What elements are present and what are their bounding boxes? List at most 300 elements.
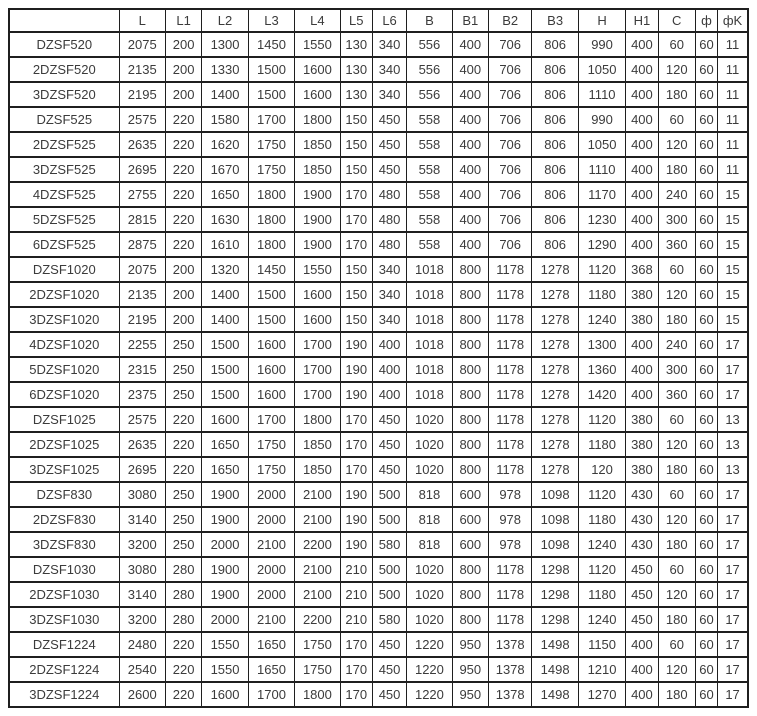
table-cell: 400 — [626, 207, 658, 232]
table-cell: 13 — [718, 432, 748, 457]
table-cell: 1498 — [532, 682, 578, 707]
table-cell: 17 — [718, 332, 748, 357]
table-cell: 200 — [165, 307, 201, 332]
table-cell: 360 — [658, 382, 695, 407]
table-cell: 806 — [532, 232, 578, 257]
table-row — [9, 382, 748, 407]
table-cell: 180 — [658, 457, 695, 482]
table-cell: 170 — [340, 432, 372, 457]
table-cell: 1278 — [532, 307, 578, 332]
table-cell: 1800 — [295, 407, 340, 432]
table-row — [9, 307, 748, 332]
table-cell: 380 — [626, 457, 658, 482]
table-cell: 400 — [626, 132, 658, 157]
table-cell: 17 — [718, 682, 748, 707]
table-cell: 1750 — [248, 157, 294, 182]
table-cell: 60 — [658, 557, 695, 582]
table-cell: 706 — [488, 82, 531, 107]
table-cell: 280 — [165, 557, 201, 582]
table-cell: 60 — [658, 632, 695, 657]
row-model: 3DZSF520 — [9, 82, 119, 107]
table-cell: 2000 — [248, 482, 294, 507]
table-cell: 170 — [340, 207, 372, 232]
table-row — [9, 457, 748, 482]
table-cell: 1800 — [295, 682, 340, 707]
table-cell: 600 — [452, 507, 488, 532]
table-cell: 800 — [452, 382, 488, 407]
table-cell: 706 — [488, 57, 531, 82]
table-cell: 3140 — [119, 507, 165, 532]
table-cell: 1650 — [202, 432, 248, 457]
table-cell: 1650 — [202, 457, 248, 482]
table-cell: 340 — [372, 57, 406, 82]
table-row — [9, 582, 748, 607]
row-model: DZSF830 — [9, 482, 119, 507]
table-cell: 2695 — [119, 157, 165, 182]
row-model: DZSF1025 — [9, 407, 119, 432]
table-cell: 450 — [372, 682, 406, 707]
table-cell: 1900 — [295, 232, 340, 257]
table-cell: 210 — [340, 557, 372, 582]
table-cell: 2600 — [119, 682, 165, 707]
table-cell: 120 — [658, 657, 695, 682]
table-cell: 400 — [626, 57, 658, 82]
table-cell: 3140 — [119, 582, 165, 607]
table-cell: 558 — [407, 207, 452, 232]
table-cell: 600 — [452, 482, 488, 507]
table-row — [9, 82, 748, 107]
table-cell: 1550 — [295, 32, 340, 57]
table-cell: 1098 — [532, 532, 578, 557]
table-cell: 220 — [165, 132, 201, 157]
table-cell: 1240 — [578, 307, 625, 332]
column-header: B1 — [452, 9, 488, 32]
table-cell: 400 — [372, 357, 406, 382]
table-cell: 1700 — [248, 407, 294, 432]
table-cell: 60 — [695, 357, 717, 382]
table-cell: 400 — [452, 82, 488, 107]
table-cell: 60 — [695, 657, 717, 682]
table-cell: 11 — [718, 157, 748, 182]
table-cell: 2815 — [119, 207, 165, 232]
table-cell: 1290 — [578, 232, 625, 257]
table-cell: 1298 — [532, 582, 578, 607]
table-cell: 368 — [626, 257, 658, 282]
table-cell: 450 — [372, 132, 406, 157]
table-row — [9, 107, 748, 132]
table-cell: 1500 — [248, 82, 294, 107]
table-cell: 60 — [695, 407, 717, 432]
table-cell: 400 — [452, 232, 488, 257]
table-cell: 800 — [452, 432, 488, 457]
table-cell: 1110 — [578, 82, 625, 107]
row-model: 2DZSF1025 — [9, 432, 119, 457]
table-cell: 450 — [372, 632, 406, 657]
table-cell: 1600 — [295, 282, 340, 307]
table-cell: 120 — [658, 57, 695, 82]
table-cell: 1500 — [202, 332, 248, 357]
table-cell: 1600 — [295, 307, 340, 332]
table-cell: 1850 — [295, 457, 340, 482]
table-cell: 400 — [626, 107, 658, 132]
table-cell: 240 — [658, 182, 695, 207]
table-cell: 2000 — [248, 557, 294, 582]
table-cell: 1170 — [578, 182, 625, 207]
table-cell: 1800 — [248, 232, 294, 257]
table-cell: 1650 — [202, 182, 248, 207]
table-cell: 1550 — [202, 657, 248, 682]
table-cell: 11 — [718, 32, 748, 57]
row-model: 3DZSF1224 — [9, 682, 119, 707]
table-cell: 500 — [372, 582, 406, 607]
table-cell: 1050 — [578, 132, 625, 157]
table-cell: 60 — [695, 682, 717, 707]
table-cell: 1278 — [532, 357, 578, 382]
table-cell: 300 — [658, 357, 695, 382]
table-cell: 558 — [407, 157, 452, 182]
table-cell: 1278 — [532, 257, 578, 282]
table-row — [9, 207, 748, 232]
table-cell: 1850 — [295, 157, 340, 182]
row-model: DZSF525 — [9, 107, 119, 132]
table-cell: 60 — [695, 307, 717, 332]
column-header: L6 — [372, 9, 406, 32]
table-cell: 800 — [452, 282, 488, 307]
table-cell: 1900 — [202, 582, 248, 607]
table-cell: 60 — [658, 407, 695, 432]
table-cell: 1500 — [248, 282, 294, 307]
table-row — [9, 132, 748, 157]
table-cell: 990 — [578, 107, 625, 132]
table-cell: 400 — [452, 207, 488, 232]
table-row — [9, 632, 748, 657]
table-cell: 1580 — [202, 107, 248, 132]
row-model: DZSF1030 — [9, 557, 119, 582]
table-cell: 2575 — [119, 107, 165, 132]
table-cell: 1300 — [578, 332, 625, 357]
table-cell: 60 — [695, 182, 717, 207]
table-cell: 1278 — [532, 382, 578, 407]
row-model: 3DZSF1020 — [9, 307, 119, 332]
table-cell: 11 — [718, 132, 748, 157]
table-cell: 380 — [626, 282, 658, 307]
table-cell: 706 — [488, 32, 531, 57]
table-cell: 60 — [695, 32, 717, 57]
table-row — [9, 432, 748, 457]
table-cell: 340 — [372, 82, 406, 107]
row-model: DZSF1020 — [9, 257, 119, 282]
table-cell: 978 — [488, 507, 531, 532]
table-cell: 1450 — [248, 257, 294, 282]
table-cell: 250 — [165, 507, 201, 532]
table-cell: 480 — [372, 182, 406, 207]
table-cell: 950 — [452, 682, 488, 707]
table-cell: 480 — [372, 232, 406, 257]
table-cell: 2755 — [119, 182, 165, 207]
table-cell: 1230 — [578, 207, 625, 232]
table-cell: 17 — [718, 532, 748, 557]
table-body — [9, 32, 748, 707]
table-cell: 806 — [532, 107, 578, 132]
table-cell: 220 — [165, 232, 201, 257]
table-cell: 400 — [452, 182, 488, 207]
table-cell: 580 — [372, 607, 406, 632]
table-cell: 558 — [407, 182, 452, 207]
row-model: 2DZSF1030 — [9, 582, 119, 607]
row-model: 2DZSF1224 — [9, 657, 119, 682]
table-cell: 180 — [658, 532, 695, 557]
row-model: 3DZSF1025 — [9, 457, 119, 482]
table-cell: 220 — [165, 157, 201, 182]
table-cell: 1610 — [202, 232, 248, 257]
column-header: B3 — [532, 9, 578, 32]
table-cell: 800 — [452, 357, 488, 382]
table-cell: 340 — [372, 282, 406, 307]
table-cell: 1180 — [578, 507, 625, 532]
table-cell: 1178 — [488, 607, 531, 632]
table-cell: 280 — [165, 607, 201, 632]
table-row — [9, 257, 748, 282]
table-cell: 2075 — [119, 257, 165, 282]
column-header: ф — [695, 9, 717, 32]
table-cell: 400 — [372, 382, 406, 407]
table-cell: 1700 — [248, 682, 294, 707]
table-cell: 1018 — [407, 382, 452, 407]
table-cell: 1750 — [295, 632, 340, 657]
table-cell: 2100 — [295, 582, 340, 607]
table-cell: 430 — [626, 482, 658, 507]
table-cell: 1900 — [295, 182, 340, 207]
table-cell: 1278 — [532, 332, 578, 357]
table-cell: 1178 — [488, 257, 531, 282]
table-cell: 1018 — [407, 357, 452, 382]
table-cell: 1650 — [248, 632, 294, 657]
table-cell: 706 — [488, 182, 531, 207]
table-cell: 990 — [578, 32, 625, 57]
table-cell: 400 — [626, 357, 658, 382]
table-row — [9, 357, 748, 382]
table-cell: 340 — [372, 257, 406, 282]
table-cell: 130 — [340, 32, 372, 57]
table-cell: 190 — [340, 482, 372, 507]
table-cell: 240 — [658, 332, 695, 357]
table-cell: 13 — [718, 407, 748, 432]
table-cell: 60 — [695, 207, 717, 232]
table-cell: 806 — [532, 157, 578, 182]
table-cell: 500 — [372, 482, 406, 507]
column-header: L3 — [248, 9, 294, 32]
table-cell: 1180 — [578, 282, 625, 307]
table-cell: 15 — [718, 257, 748, 282]
table-cell: 220 — [165, 457, 201, 482]
table-cell: 1700 — [295, 357, 340, 382]
table-cell: 250 — [165, 332, 201, 357]
table-cell: 2315 — [119, 357, 165, 382]
table-cell: 2100 — [295, 507, 340, 532]
table-cell: 1240 — [578, 607, 625, 632]
table-cell: 60 — [695, 507, 717, 532]
table-cell: 558 — [407, 132, 452, 157]
table-cell: 800 — [452, 582, 488, 607]
row-model: 2DZSF520 — [9, 57, 119, 82]
table-row — [9, 482, 748, 507]
table-cell: 1600 — [202, 407, 248, 432]
table-cell: 400 — [452, 107, 488, 132]
table-cell: 1498 — [532, 632, 578, 657]
table-cell: 400 — [626, 182, 658, 207]
table-cell: 450 — [372, 457, 406, 482]
table-cell: 1178 — [488, 582, 531, 607]
table-cell: 17 — [718, 657, 748, 682]
table-cell: 706 — [488, 132, 531, 157]
table-cell: 1700 — [295, 382, 340, 407]
table-cell: 1278 — [532, 407, 578, 432]
table-cell: 17 — [718, 632, 748, 657]
row-model: 3DZSF1030 — [9, 607, 119, 632]
table-cell: 170 — [340, 457, 372, 482]
table-cell: 17 — [718, 557, 748, 582]
table-cell: 1650 — [248, 657, 294, 682]
table-row — [9, 657, 748, 682]
row-model: 6DZSF1020 — [9, 382, 119, 407]
table-cell: 1278 — [532, 432, 578, 457]
table-cell: 120 — [658, 432, 695, 457]
table-cell: 200 — [165, 282, 201, 307]
table-cell: 1900 — [202, 482, 248, 507]
table-cell: 800 — [452, 307, 488, 332]
table-cell: 170 — [340, 182, 372, 207]
table-cell: 60 — [695, 57, 717, 82]
table-cell: 60 — [695, 82, 717, 107]
table-cell: 400 — [372, 332, 406, 357]
table-cell: 806 — [532, 182, 578, 207]
table-cell: 450 — [372, 432, 406, 457]
table-cell: 120 — [658, 282, 695, 307]
table-cell: 818 — [407, 507, 452, 532]
table-cell: 1800 — [295, 107, 340, 132]
table-cell: 180 — [658, 82, 695, 107]
table-row — [9, 232, 748, 257]
table-cell: 120 — [658, 507, 695, 532]
table-row — [9, 407, 748, 432]
table-cell: 180 — [658, 607, 695, 632]
table-cell: 150 — [340, 107, 372, 132]
table-cell: 340 — [372, 307, 406, 332]
table-cell: 1020 — [407, 557, 452, 582]
table-cell: 2000 — [202, 532, 248, 557]
column-header: B2 — [488, 9, 531, 32]
column-header: B — [407, 9, 452, 32]
table-cell: 480 — [372, 207, 406, 232]
column-header: L — [119, 9, 165, 32]
table-cell: 190 — [340, 357, 372, 382]
table-row — [9, 282, 748, 307]
spec-table — [8, 8, 749, 708]
table-cell: 1018 — [407, 332, 452, 357]
table-cell: 818 — [407, 482, 452, 507]
table-cell: 1018 — [407, 282, 452, 307]
table-cell: 400 — [626, 632, 658, 657]
table-cell: 1240 — [578, 532, 625, 557]
table-cell: 806 — [532, 207, 578, 232]
table-cell: 60 — [695, 332, 717, 357]
table-cell: 400 — [452, 157, 488, 182]
table-cell: 1178 — [488, 457, 531, 482]
row-model: 2DZSF830 — [9, 507, 119, 532]
table-cell: 1600 — [248, 332, 294, 357]
table-cell: 1018 — [407, 257, 452, 282]
table-cell: 1320 — [202, 257, 248, 282]
row-model: 3DZSF525 — [9, 157, 119, 182]
table-row — [9, 332, 748, 357]
table-cell: 1110 — [578, 157, 625, 182]
table-cell: 1500 — [202, 357, 248, 382]
table-cell: 450 — [372, 107, 406, 132]
table-cell: 500 — [372, 507, 406, 532]
table-cell: 180 — [658, 307, 695, 332]
table-cell: 3080 — [119, 482, 165, 507]
table-cell: 800 — [452, 407, 488, 432]
table-header — [9, 9, 748, 32]
table-cell: 1670 — [202, 157, 248, 182]
table-cell: 400 — [452, 132, 488, 157]
table-cell: 60 — [658, 107, 695, 132]
table-row — [9, 182, 748, 207]
table-cell: 978 — [488, 482, 531, 507]
column-header: фK — [718, 9, 748, 32]
table-cell: 17 — [718, 382, 748, 407]
table-cell: 800 — [452, 607, 488, 632]
table-cell: 190 — [340, 532, 372, 557]
table-cell: 1300 — [202, 32, 248, 57]
table-cell: 280 — [165, 582, 201, 607]
table-cell: 450 — [372, 407, 406, 432]
table-cell: 1420 — [578, 382, 625, 407]
table-cell: 1600 — [248, 382, 294, 407]
table-cell: 60 — [658, 32, 695, 57]
table-cell: 220 — [165, 207, 201, 232]
table-cell: 430 — [626, 532, 658, 557]
table-cell: 180 — [658, 682, 695, 707]
table-cell: 130 — [340, 82, 372, 107]
table-cell: 17 — [718, 482, 748, 507]
table-cell: 17 — [718, 507, 748, 532]
table-cell: 190 — [340, 507, 372, 532]
table-cell: 1550 — [202, 632, 248, 657]
table-cell: 170 — [340, 407, 372, 432]
table-cell: 1020 — [407, 607, 452, 632]
table-cell: 400 — [626, 82, 658, 107]
table-cell: 2195 — [119, 82, 165, 107]
table-cell: 706 — [488, 207, 531, 232]
row-model: 4DZSF525 — [9, 182, 119, 207]
table-cell: 2000 — [248, 507, 294, 532]
column-header: H1 — [626, 9, 658, 32]
table-cell: 1850 — [295, 432, 340, 457]
table-cell: 220 — [165, 682, 201, 707]
table-cell: 1178 — [488, 357, 531, 382]
table-cell: 600 — [452, 532, 488, 557]
table-cell: 2695 — [119, 457, 165, 482]
table-cell: 1278 — [532, 457, 578, 482]
header-row — [9, 9, 748, 32]
table-cell: 450 — [626, 582, 658, 607]
table-cell: 1180 — [578, 432, 625, 457]
table-cell: 706 — [488, 157, 531, 182]
table-cell: 400 — [626, 682, 658, 707]
table-cell: 400 — [626, 157, 658, 182]
table-cell: 380 — [626, 307, 658, 332]
